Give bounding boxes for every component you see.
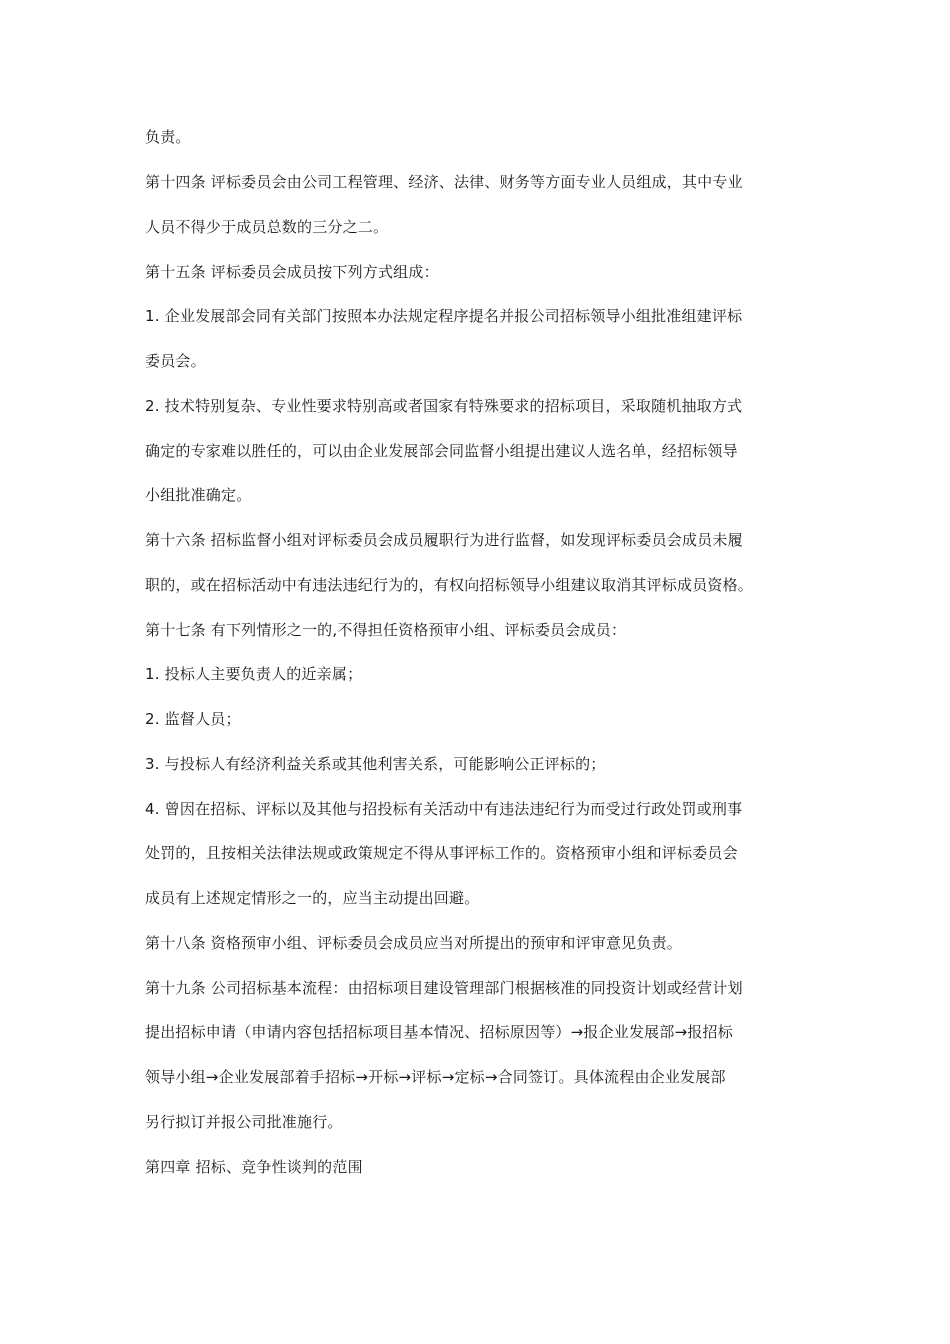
text-line: 小组批准确定。 — [145, 486, 252, 504]
text-line: 第十五条 评标委员会成员按下列方式组成： — [145, 263, 439, 281]
text-line: 第十四条 评标委员会由公司工程管理、经济、法律、财务等方面专业人员组成，其中专业 — [145, 173, 743, 191]
text-line: 领导小组→企业发展部着手招标→开标→评标→定标→合同签订。具体流程由企业发展部 — [145, 1068, 726, 1086]
text-line: 1. 企业发展部会同有关部门按照本办法规定程序提名并报公司招标领导小组批准组建评标 — [145, 307, 743, 325]
chapter-heading: 第四章 招标、竞争性谈判的范围 — [145, 1158, 363, 1176]
text-line: 第十七条 有下列情形之一的,不得担任资格预审小组、评标委员会成员： — [145, 621, 627, 639]
text-line: 另行拟订并报公司批准施行。 — [145, 1113, 343, 1131]
text-line: 1. 投标人主要负责人的近亲属； — [145, 665, 363, 683]
text-line: 成员有上述规定情形之一的，应当主动提出回避。 — [145, 889, 480, 907]
text-line: 第十八条 资格预审小组、评标委员会成员应当对所提出的预审和评审意见负责。 — [145, 934, 682, 952]
text-line: 确定的专家难以胜任的，可以由企业发展部会同监督小组提出建议人选名单，经招标领导 — [145, 442, 738, 460]
text-line: 4. 曾因在招标、评标以及其他与招投标有关活动中有违法违纪行为而受过行政处罚或刑事 — [145, 800, 743, 818]
text-line: 2. 技术特别复杂、专业性要求特别高或者国家有特殊要求的招标项目，采取随机抽取方式 — [145, 397, 743, 415]
text-line: 第十六条 招标监督小组对评标委员会成员履职行为进行监督，如发现评标委员会成员未履 — [145, 531, 743, 549]
text-line: 2. 监督人员； — [145, 710, 241, 728]
text-line: 处罚的，且按相关法律法规或政策规定不得从事评标工作的。资格预审小组和评标委员会 — [145, 844, 738, 862]
text-line: 负责。 — [145, 128, 191, 146]
text-line: 委员会。 — [145, 352, 206, 370]
text-line: 提出招标申请（申请内容包括招标项目基本情况、招标原因等）→报企业发展部→报招标 — [145, 1023, 733, 1041]
text-line: 3. 与投标人有经济利益关系或其他利害关系，可能影响公正评标的； — [145, 755, 606, 773]
text-line: 职的，或在招标活动中有违法违纪行为的，有权向招标领导小组建议取消其评标成员资格。 — [145, 576, 754, 594]
text-line: 人员不得少于成员总数的三分之二。 — [145, 218, 389, 236]
text-line: 第十九条 公司招标基本流程：由招标项目建设管理部门根据核准的同投资计划或经营计划 — [145, 979, 743, 997]
